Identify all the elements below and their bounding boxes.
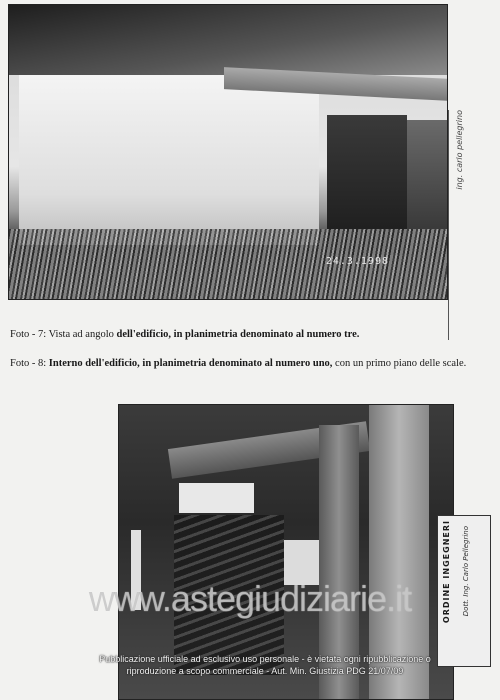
- engineer-stamp-name: Dott. Ing. Carlo Pellegrino: [462, 526, 470, 617]
- caption-foto-8-suffix: con un primo piano delle scale.: [335, 358, 467, 369]
- handwritten-note-text: ing. carlo pellegrino: [455, 110, 464, 190]
- photo-building-corner: [8, 4, 448, 300]
- photo-wall: [19, 75, 319, 245]
- photo-window-light: [179, 483, 254, 513]
- disclaimer-text: Pubblicazione ufficiale ad esclusivo uso personale - è vietata ogni ripubblicazione o riproduzione a scopo commerciale - Aut. Min. Giustizia PDG 21/07/09: [99, 654, 431, 676]
- watermark-text: www.astegiudiziarie.it: [88, 578, 412, 619]
- caption-foto-7: [10, 328, 490, 341]
- caption-foto-7-bold: dell'edificio, in planimetria denominato al numero tre.: [116, 329, 360, 340]
- photo-date-stamp: 24.3.1998: [325, 256, 389, 267]
- caption-foto-8-bold: Interno dell'edificio, in planimetria denominato al numero uno,: [48, 358, 333, 369]
- caption-foto-7-prefix: Foto - 7: Vista ad angolo: [10, 329, 114, 340]
- photo-sky: [9, 5, 447, 75]
- engineer-stamp-title: ORDINE INGEGNERI: [442, 520, 451, 624]
- handwritten-note: [448, 110, 479, 340]
- caption-foto-8: [10, 357, 490, 370]
- caption-foto-8-prefix: Foto - 8:: [10, 358, 47, 369]
